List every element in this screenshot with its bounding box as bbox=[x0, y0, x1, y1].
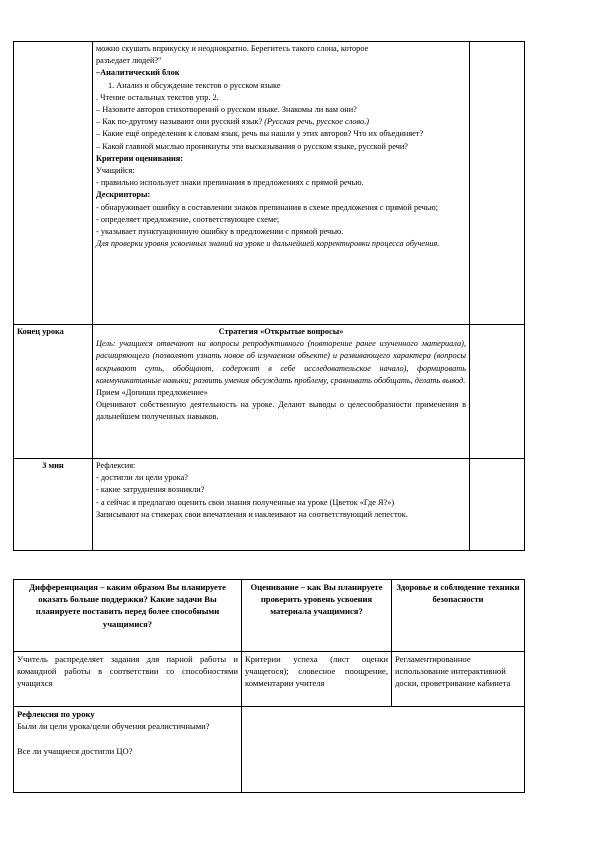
differentiation-header: Дифференциация – каким образом Вы планируете оказать больше поддержки? Какие задачи Вы планируете поставить перед более способными учащимися? bbox=[14, 580, 242, 652]
reflection-title: Рефлексия по уроку bbox=[17, 709, 95, 719]
reflection-question: Были ли цели урока/цели обучения реалистичными? bbox=[17, 721, 210, 732]
criteria-item: - правильно использует знаки препинания в предложениях с прямой речью. bbox=[96, 178, 364, 188]
lesson-plan-table bbox=[13, 41, 525, 551]
note-line: Для проверки уровня усвоенных знаний на уроке и дальнейшей корректировки процесса обучения. bbox=[96, 239, 440, 249]
table-row bbox=[14, 459, 525, 551]
strategy-title: Стратегия «Открытые вопросы» bbox=[218, 327, 344, 336]
question-line: – Какие ещё определения к словам язык, речь вы нашли у этих авторов? Что их объединяет? bbox=[96, 129, 424, 139]
text-line: Учащийся: bbox=[96, 166, 135, 176]
text-line: можно скушать вприкуску и неоднократно. Берегитесь такого слона, которое bbox=[96, 44, 369, 53]
content-cell bbox=[93, 42, 470, 325]
health-safety-header: Здоровье и соблюдение техники безопасности bbox=[392, 580, 525, 652]
header-row bbox=[14, 580, 525, 652]
descriptors-heading: Дескрипторы: bbox=[96, 190, 151, 200]
question-line: – Назовите авторов стихотворений о русском языке. Знакомы ли вам они? bbox=[96, 105, 357, 115]
assessment-table bbox=[13, 579, 525, 793]
section-heading: –Аналитический блок bbox=[96, 68, 180, 78]
assessment-header: Оценивание – как Вы планируете проверить уровень усвоения материала учащимися? bbox=[242, 580, 392, 652]
table-row bbox=[14, 652, 525, 707]
question-line: - достигли ли цели урока? bbox=[96, 473, 188, 483]
technique-line: Прием «Допиши предложение» bbox=[96, 388, 208, 398]
content-cell bbox=[93, 459, 470, 551]
health-safety-cell: Регламентированное использование интерактивной доски, проветривание кабинета bbox=[392, 652, 525, 707]
reflection-heading: Рефлексия: bbox=[96, 461, 136, 470]
descriptor-item: - обнаруживает ошибку в составлении знаков препинания в схеме предложения с прямой речью; bbox=[96, 202, 439, 212]
time-cell bbox=[14, 42, 93, 325]
content-cell bbox=[93, 325, 470, 459]
stage-label: Конец урока bbox=[14, 325, 93, 459]
text-line: . Чтение остальных текстов упр. 2. bbox=[96, 92, 219, 102]
descriptor-item: - указывает пунктуационную ошибку в предложении с прямой речью. bbox=[96, 227, 344, 237]
numbered-item: 1. Анализ и обсуждение текстов о русском языке bbox=[108, 80, 281, 90]
table-row bbox=[14, 42, 525, 325]
table-row bbox=[14, 325, 525, 459]
differentiation-cell: Учитель распределяет задания для парной работы и командной работы в соответствии со способностями учащихся bbox=[14, 652, 242, 707]
empty-cell bbox=[470, 325, 525, 459]
text-line: разъедает людей?" bbox=[96, 56, 162, 66]
question-line: – Как по-другому называют они русский язык? (Русская речь, русское слово.) bbox=[96, 117, 370, 127]
table-row bbox=[14, 707, 525, 793]
text-line: Оценивают собственную деятельность на уроке. Делают выводы о целесообразности применения в дальнейшем полученных навыков. bbox=[96, 400, 466, 422]
reflection-cell bbox=[14, 707, 242, 793]
empty-cell bbox=[470, 42, 525, 325]
question-line: – Какой главной мыслью проникнуты эти высказывания о русском языке, русской речи? bbox=[96, 141, 408, 151]
answer-hint: (Русская речь, русское слово.) bbox=[264, 117, 370, 127]
time-label: 3 мин bbox=[14, 459, 93, 551]
goal-text: Цель: учащиеся отвечают на вопросы репродуктивного (повторение ранее изученного материала), расширяющего (позволяют узнать новое об изучаемом объекте) и развивающего характера (вопросы вскрывают суть, обобщают, содержат в себе исследовательское начало), формировать коммуникативные навыки; развить умения обсуждать проблему, сравнивать обобщать, делать вывод. bbox=[96, 339, 466, 385]
question-line: - а сейчас я предлагаю оценить свои знания полученные на уроке (Цветок «Где Я?») bbox=[96, 497, 395, 507]
empty-cell bbox=[470, 459, 525, 551]
descriptor-item: - определяет предложение, соответствующее схеме; bbox=[96, 214, 280, 224]
question-line: - какие затруднения возникли? bbox=[96, 485, 205, 495]
text-line: Записывают на стикерах свои впечатления и наклеивают на соответствующий лепесток. bbox=[96, 509, 408, 519]
reflection-question: Все ли учащиеся достигли ЦО? bbox=[17, 745, 133, 756]
empty-cell bbox=[242, 707, 525, 793]
criteria-heading: Критерии оценивания: bbox=[96, 153, 184, 163]
assessment-cell: Критерии успеха (лист оценки учащегося); словесное поощрение, комментарии учителя bbox=[242, 652, 392, 707]
